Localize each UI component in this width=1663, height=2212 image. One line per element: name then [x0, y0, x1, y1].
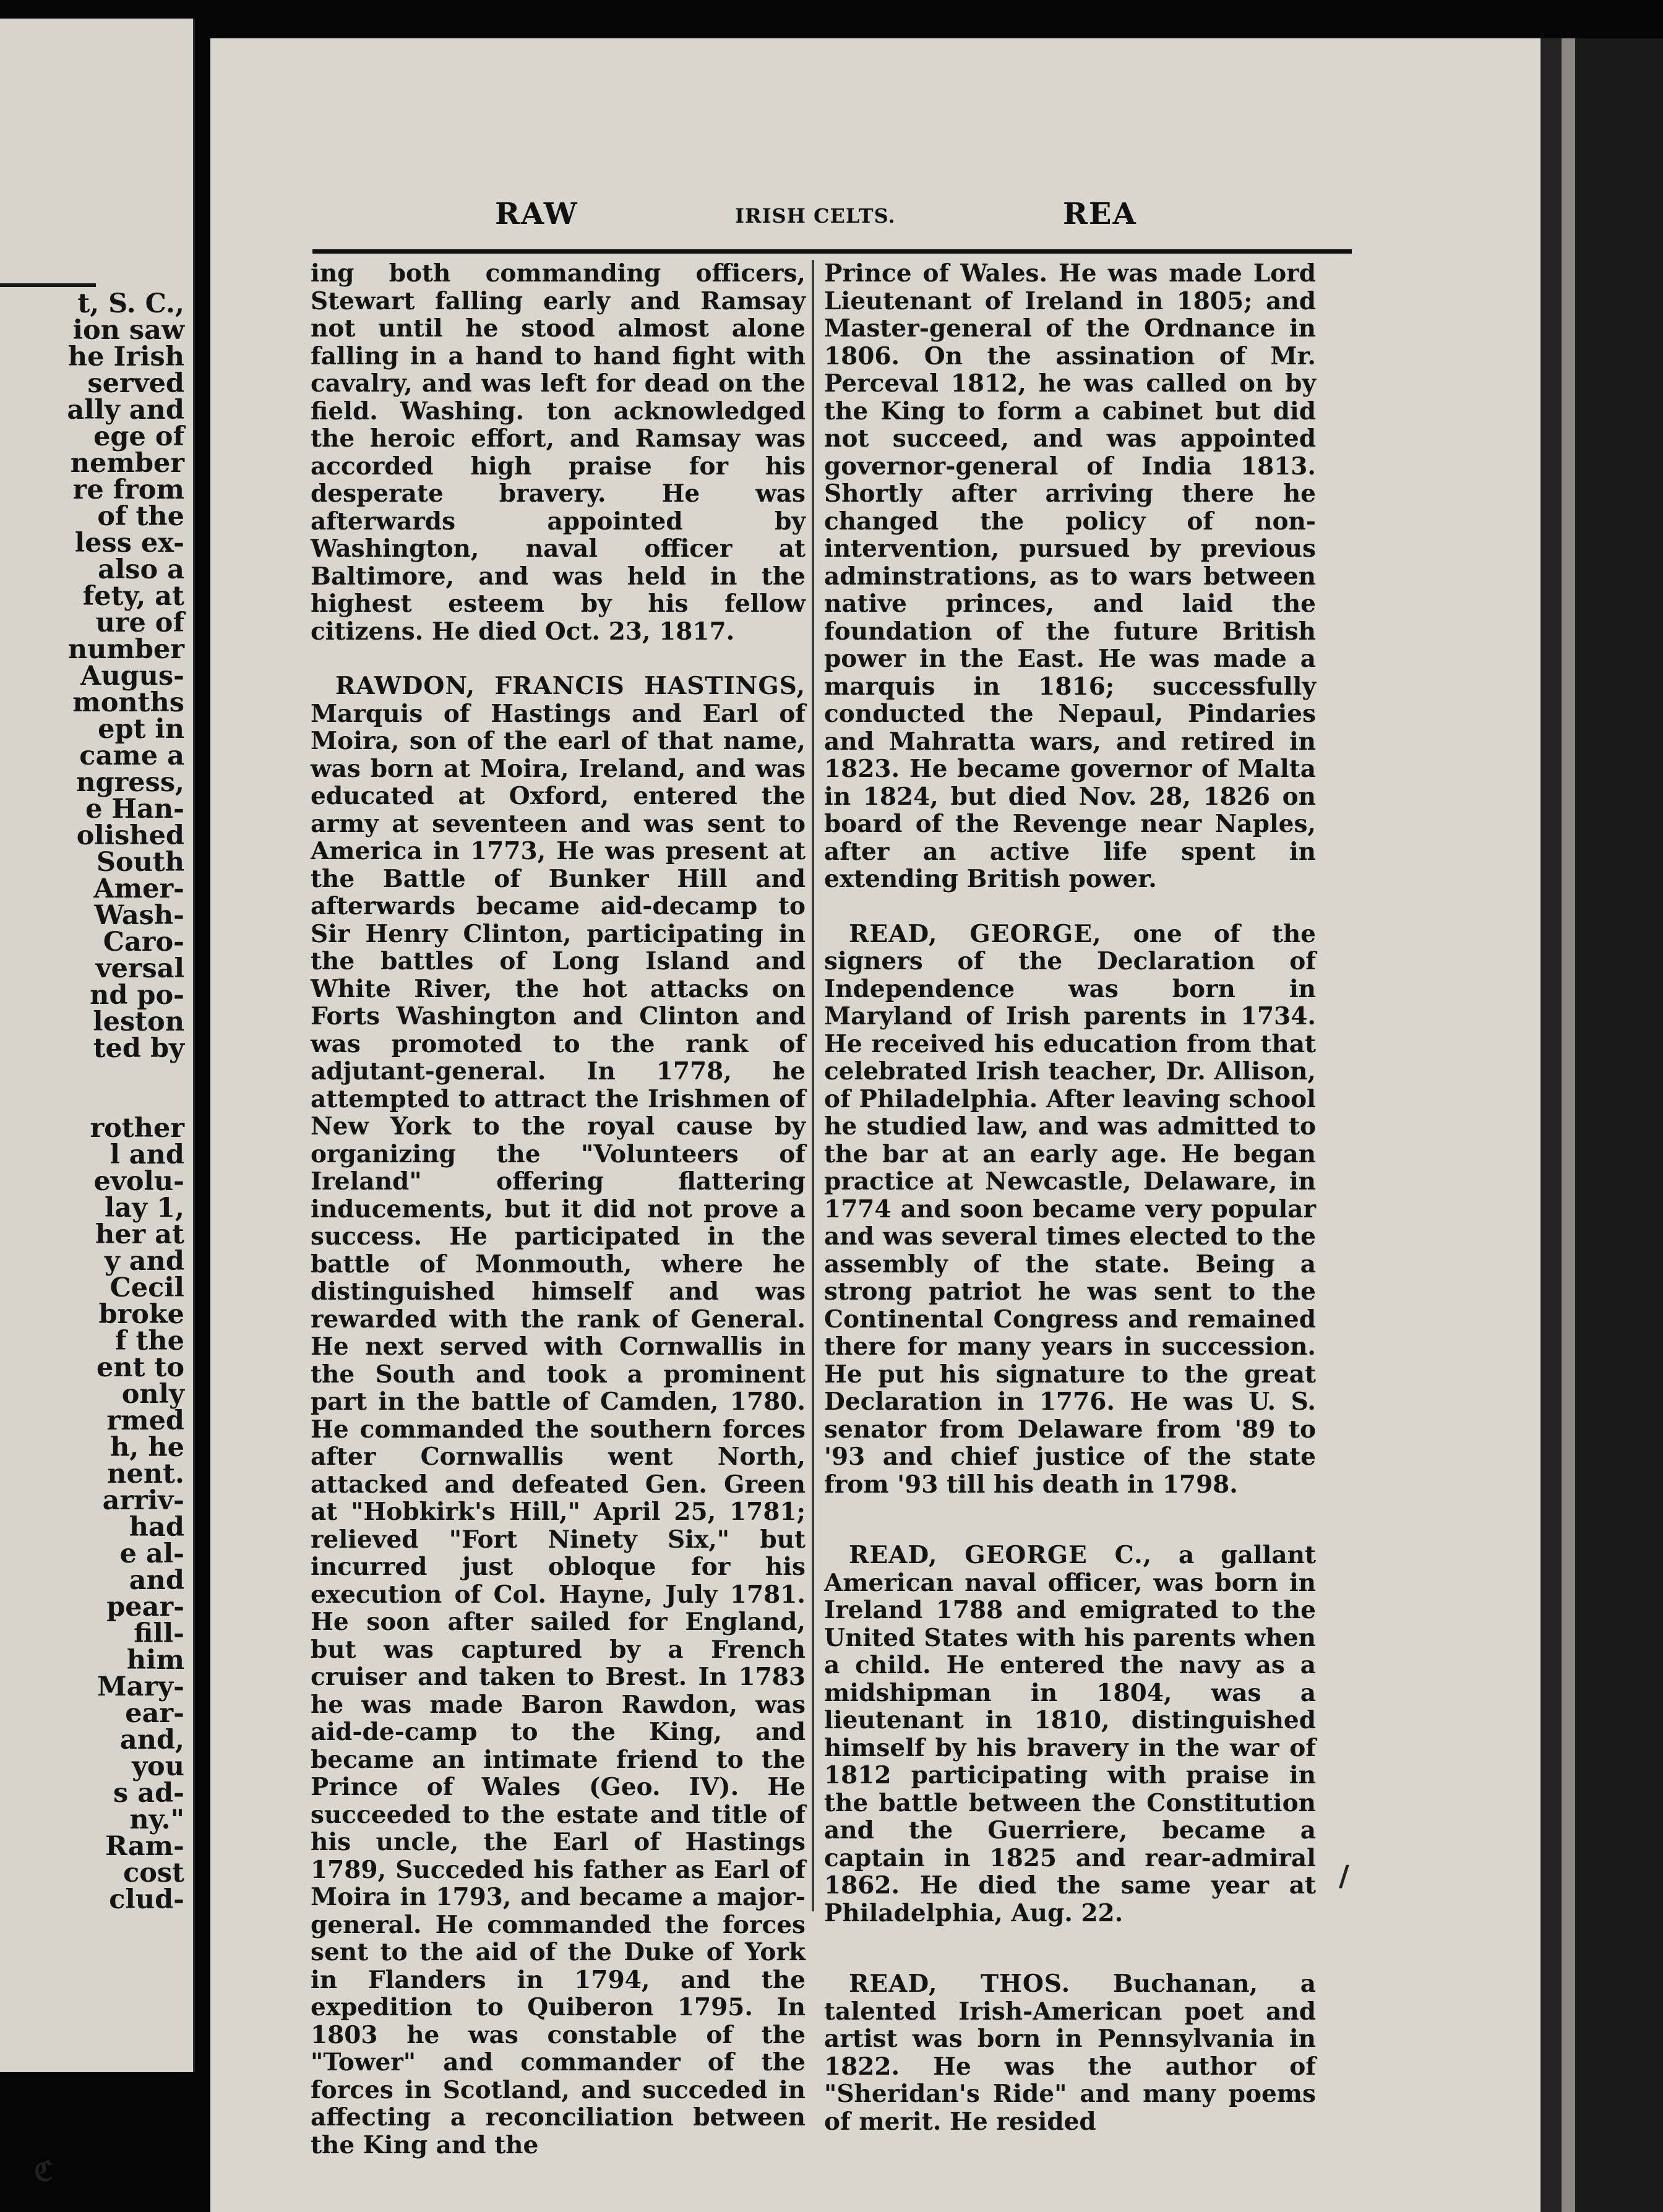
adjacent-page-line: ny." — [129, 1804, 184, 1835]
entry-read-george-c — [824, 1541, 1316, 1927]
header-rule — [312, 249, 1352, 254]
adjacent-page-line: leston — [93, 1006, 184, 1037]
margin-stroke: / — [1339, 1859, 1349, 1892]
scan-border — [1575, 38, 1663, 2212]
adjacent-page-line: had — [129, 1512, 184, 1543]
adjacent-page-line: and, — [119, 1725, 184, 1755]
adjacent-page-line: number — [67, 634, 184, 665]
adjacent-page-line: ent to — [97, 1352, 184, 1383]
adjacent-page-line: you — [132, 1751, 184, 1782]
adjacent-page-line: l and — [110, 1139, 184, 1170]
margin-mark: ℭ — [34, 2156, 53, 2187]
entry-continuation — [824, 260, 1316, 893]
page-edge — [1562, 38, 1575, 2212]
running-head-title: IRISH CELTS. — [735, 204, 896, 228]
adjacent-page-line: less ex- — [74, 528, 184, 559]
adjacent-page-line: nent. — [107, 1459, 184, 1490]
entry-rawdon — [311, 672, 806, 2159]
entry-continuation — [311, 260, 806, 645]
adjacent-page-line: he Irish — [67, 341, 184, 372]
adjacent-page-line: South — [96, 847, 184, 878]
entry-headword: READ, THOS. — [849, 1970, 1071, 1998]
entry-text: one of the signers of the Declaration of Independence was born in Maryland of Irish parents in 1734. He received his education from that celebrated Irish teacher, Dr. Allison, of Philadelphia. After leaving school he studied law, and was admitted to the bar at an early age. He began practice at Newcastle, Delaware, in 1774 and soon became very popular and was several times elected to the assembly of the state. Being a strong patriot he was sent to the Continental Congress and remained there for many years in succession. He put his signature to the great Declaration in 1776. He was U. S. senator from Delaware from '89 to '93 and chief justice of the state from '93 till his death in 1798. — [824, 919, 1316, 1499]
entry-headword: RAWDON, FRANCIS HASTINGS, — [335, 672, 806, 700]
adjacent-page-line: f the — [115, 1326, 184, 1357]
adjacent-page-line: Augus- — [80, 661, 184, 692]
adjacent-page-line: y and — [104, 1246, 184, 1277]
adjacent-page-line: arriv- — [102, 1485, 184, 1516]
adjacent-page-line: him — [126, 1645, 184, 1676]
adjacent-page-line: and — [129, 1565, 184, 1596]
entry-headword: READ, GEORGE, — [849, 919, 1102, 948]
entry-text: a gallant American naval officer, was born in Ireland 1788 and emigrated to the United States with his parents when a child. He entered the navy as a midshipman in 1804, was a lieutenant in 1810, distinguished himself by his bravery in the war of 1812 participating with praise in the battle between the Constitution and the Guerriere, became a captain in 1825 and rear-admiral 1862. He died the same year at Philadelphia, Aug. 22. — [824, 1541, 1316, 1927]
adjacent-page-line: only — [121, 1379, 184, 1410]
adjacent-page-line: Ram- — [105, 1831, 184, 1862]
adjacent-page-line: months — [72, 687, 184, 718]
adjacent-page-line: e Han- — [85, 794, 184, 825]
text-column-right — [824, 260, 1316, 2163]
adjacent-page-line: fill- — [134, 1618, 184, 1649]
entry-read-thos — [824, 1970, 1316, 2135]
adjacent-page-line: Wash- — [94, 900, 184, 931]
adjacent-page-gap — [0, 1062, 184, 1115]
adjacent-page-line: clud- — [109, 1884, 184, 1915]
running-head-left: RAW — [495, 197, 578, 231]
entry-text: Marquis of Hastings and Earl of Moira, son of the earl of that name, was born at Moira, Ireland, and was educated at Oxford, entered the army at seventeen and was sent to America in 1773, He was present at the Battle of Bunker Hill and afterwards became aid-decamp to Sir Henry Clinton, participating in the battles of Long Island and White River, the hot attacks on Forts Washington and Clinton and was promoted to the rank of adjutant-general. In 1778, he attempted to attract the Irishmen of New York to the royal cause by organizing the "Volunteers of Ireland" offering flattering inducements, but it did not prove a success. He participated in the battle of Monmouth, where he distinguished himself and was rewarded with the rank of General. He next served with Cornwallis in the South and took a prominent part in the battle of Camden, 1780. He commanded the southern forces after Cornwallis went North, attacked and defeated Gen. Green at "Hobkirk's Hill," April 25, 1781; relieved "Fort Ninety Six," but incurred just obloque for his execution of Col. Hayne, July 1781. He soon after sailed for England, but was captured by a French cruiser and taken to Brest. In 1783 he was made Baron Rawdon, was aid-de-camp to the King, and became an intimate friend to the Prince of Wales (Geo. IV). He succeeded to the estate and title of his uncle, the Earl of Hastings 1789, Succeded his father as Earl of Moira in 1793, and became a major-general. He commanded the forces sent to the aid of the Duke of York in Flanders in 1794, and the expedition to Quiberon 1795. In 1803 he was constable of the "Tower" and commander of the forces in Scotland, and succeded in affecting a reconciliation between the King and the — [311, 699, 806, 2159]
adjacent-page-line: pear- — [106, 1592, 184, 1623]
column-divider — [812, 260, 814, 1911]
entry-headword: READ, GEORGE C., — [849, 1541, 1153, 1569]
adjacent-page-line: evolu- — [93, 1166, 184, 1197]
adjacent-page-line: h, he — [110, 1432, 184, 1463]
adjacent-page-line: ure of — [95, 607, 184, 638]
adjacent-page-line: Cecil — [110, 1272, 184, 1303]
adjacent-page-line: ngress, — [76, 767, 184, 798]
adjacent-page-line: also a — [98, 554, 184, 585]
adjacent-page-line: t, S. C., — [77, 288, 184, 319]
adjacent-page-line: rmed — [106, 1405, 184, 1436]
text-column-left — [311, 260, 806, 2186]
adjacent-page-line: versal — [95, 953, 184, 984]
adjacent-page-fragment — [0, 19, 195, 2072]
adjacent-page-line: s ad- — [113, 1778, 184, 1809]
adjacent-page-line: Mary- — [97, 1671, 184, 1702]
adjacent-page-line: broke — [98, 1299, 184, 1330]
adjacent-page-line: olished — [76, 820, 184, 851]
entry-text: Buchanan, a talented Irish-American poet and artist was born in Pennsylvania in 1822. He was the author of "Sheridan's Ride" and many poems of merit. He resided — [824, 1970, 1316, 2136]
adjacent-page-line: ept in — [98, 714, 184, 745]
adjacent-page-line: e al- — [119, 1538, 184, 1569]
adjacent-page-line: fety, at — [82, 581, 184, 612]
adjacent-page-line: came a — [79, 740, 184, 771]
adjacent-page-line: served — [87, 368, 184, 399]
page-edge-shadow — [1541, 38, 1562, 2212]
adjacent-page-line: ion saw — [72, 315, 184, 346]
adjacent-page-line: rother — [90, 1113, 184, 1144]
adjacent-page-line: Caro- — [103, 927, 184, 958]
adjacent-page-line: of the — [97, 501, 184, 532]
entry-read-george — [824, 920, 1316, 1499]
adjacent-page-text — [0, 288, 184, 1915]
adjacent-page-line: her at — [95, 1219, 184, 1250]
adjacent-page-line: Amer- — [93, 873, 184, 904]
entry-text: ing both commanding officers, Stewart falling early and Ramsay not until he stood almost alone falling in a hand to hand fight with cavalry, and was left for dead on the field. Washing. ton acknowledged the heroic effort, and Ramsay was accorded high praise for his desperate bravery. He was afterwards appointed by Washington, naval officer at Baltimore, and was held in the highest esteem by his fellow citizens. He died Oct. 23, 1817. — [311, 259, 806, 646]
adjacent-page-line: ted by — [93, 1033, 184, 1064]
adjacent-page-line: re from — [72, 474, 184, 505]
adjacent-page-line: nd po- — [90, 980, 184, 1011]
adjacent-page-line: nember — [70, 448, 184, 479]
adjacent-page-rule — [0, 283, 96, 287]
adjacent-page-line: ear- — [125, 1698, 184, 1729]
entry-text: Prince of Wales. He was made Lord Lieutenant of Ireland in 1805; and Master-general of the Ordnance in 1806. On the assination of Mr. Perceval 1812, he was called on by the King to form a cabinet but did not succeed, and was appointed governor-general of India 1813. Shortly after arriving there he changed the policy of non-intervention, pursued by previous adminstrations, as to wars between native princes, and laid the foundation of the future British power in the East. He was made a marquis in 1816; successfully conducted the Nepaul, Pindaries and Mahratta wars, and retired in 1823. He became governor of Malta in 1824, but died Nov. 28, 1826 on board of the Revenge near Naples, after an active life spent in extending British power. — [824, 259, 1316, 893]
adjacent-page-line: cost — [123, 1858, 184, 1888]
adjacent-page-line: ally and — [67, 395, 184, 426]
running-head-right: REA — [1063, 197, 1137, 231]
adjacent-page-line: lay 1, — [104, 1193, 184, 1224]
adjacent-page-line: ege of — [93, 421, 184, 452]
